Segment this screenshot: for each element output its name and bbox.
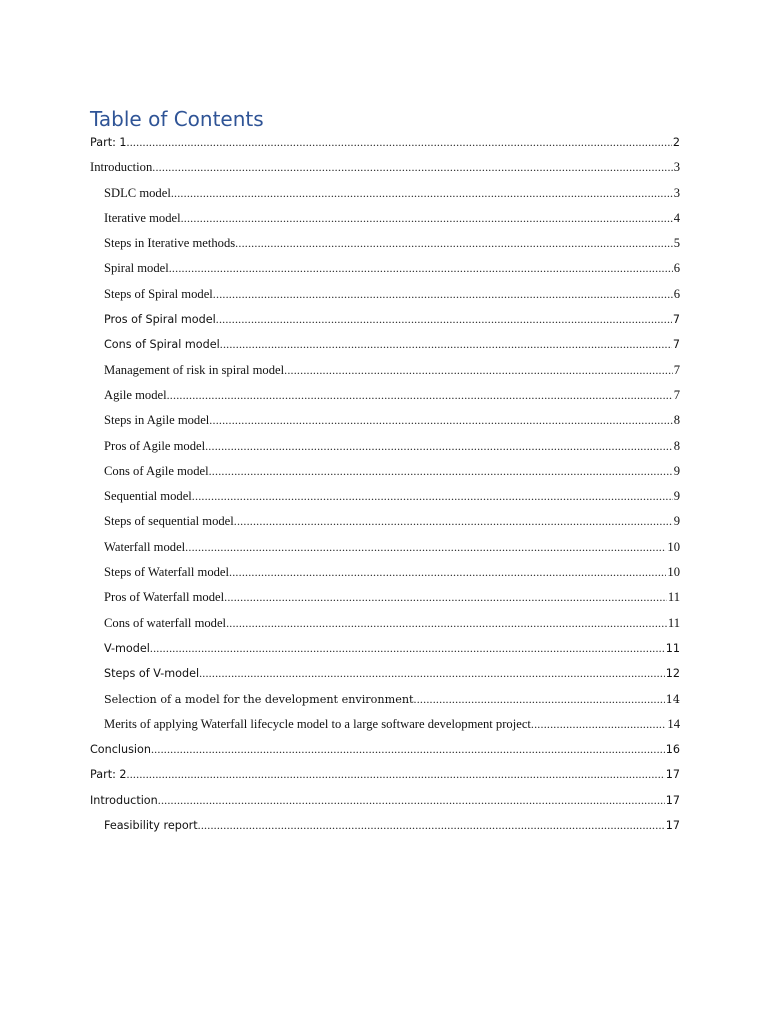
toc-entry-text[interactable]: Conclusion <box>90 743 151 757</box>
toc-entry[interactable] <box>90 383 680 408</box>
toc-page-number[interactable]: 3 <box>673 185 680 200</box>
toc-dot-leader <box>127 130 672 155</box>
toc-entry[interactable] <box>90 535 680 560</box>
toc-page-number[interactable]: 5 <box>673 236 680 251</box>
toc-page-number[interactable]: 10 <box>667 565 680 580</box>
toc-page-number[interactable]: 16 <box>665 743 680 757</box>
toc-page-number[interactable]: 7 <box>673 362 680 377</box>
toc-entry-text[interactable]: V-model <box>104 641 150 655</box>
toc-dot-leader <box>167 383 673 408</box>
toc-entry[interactable] <box>90 130 680 155</box>
toc-page-number[interactable]: 17 <box>665 793 680 807</box>
toc-entry-text[interactable]: Steps of V-model <box>104 667 200 681</box>
toc-page-number[interactable]: 12 <box>665 667 680 681</box>
toc-entry-text[interactable]: Feasibility report <box>104 819 198 833</box>
toc-entry-text[interactable]: Introduction <box>90 160 153 175</box>
toc-entry[interactable] <box>90 560 680 585</box>
toc-page-number[interactable]: 6 <box>673 261 680 276</box>
toc-entry-text[interactable]: Selection of a model for the development environment <box>104 692 414 706</box>
toc-page-number[interactable]: 9 <box>673 514 680 529</box>
toc-entry-text[interactable]: Part: 2 <box>90 768 127 782</box>
toc-entry[interactable] <box>90 231 680 256</box>
toc-dot-leader <box>213 282 673 307</box>
toc-entry-text[interactable]: Merits of applying Waterfall lifecycle model to a large software development project <box>104 716 531 731</box>
toc-page-number[interactable]: 8 <box>673 413 680 428</box>
toc-entry[interactable] <box>90 358 680 383</box>
toc-page-number[interactable]: 8 <box>673 438 680 453</box>
toc-entry-text[interactable]: Pros of Spiral model <box>104 313 216 327</box>
toc-dot-leader <box>224 585 667 610</box>
toc-dot-leader <box>169 256 673 281</box>
toc-dot-leader <box>198 813 665 838</box>
toc-dot-leader <box>284 358 673 383</box>
toc-dot-leader <box>192 484 673 509</box>
toc-dot-leader <box>235 231 673 256</box>
toc-page-number[interactable]: 11 <box>667 615 680 630</box>
toc-entry[interactable] <box>90 687 680 712</box>
toc-dot-leader <box>209 459 673 484</box>
toc-page-number[interactable]: 17 <box>665 768 680 782</box>
toc-dot-leader <box>152 155 672 180</box>
toc-page-number[interactable]: 11 <box>667 590 680 605</box>
toc-entry-text[interactable]: Introduction <box>90 793 158 807</box>
toc-entry-text[interactable]: Cons of Spiral model <box>104 338 220 352</box>
toc-page-number[interactable]: 4 <box>673 210 680 225</box>
toc-dot-leader <box>127 762 665 787</box>
toc-dot-leader <box>226 611 667 636</box>
toc-entry-text[interactable]: Management of risk in spiral model <box>104 362 285 377</box>
toc-page-number[interactable]: 14 <box>665 692 680 706</box>
toc-page-number[interactable]: 9 <box>673 463 680 478</box>
toc-entry-text[interactable]: Iterative model <box>104 210 181 225</box>
toc-entry[interactable] <box>90 155 680 180</box>
toc-entry-text[interactable]: Steps of Waterfall model <box>104 565 230 580</box>
toc-entry[interactable] <box>90 737 680 762</box>
toc-dot-leader <box>171 181 673 206</box>
toc-entry[interactable] <box>90 509 680 534</box>
toc-entry[interactable] <box>90 434 680 459</box>
toc-entry[interactable] <box>90 282 680 307</box>
toc-entry[interactable] <box>90 484 680 509</box>
toc-entry-text[interactable]: Part: 1 <box>90 136 127 149</box>
toc-entry-text[interactable]: Steps in Iterative methods <box>104 236 236 251</box>
toc-page-number[interactable]: 2 <box>672 136 680 149</box>
toc-entry-text[interactable]: Steps of Spiral model <box>104 286 213 301</box>
toc-entry[interactable] <box>90 813 680 838</box>
toc-page-number[interactable]: 6 <box>673 286 680 301</box>
toc-entry-text[interactable]: Waterfall model <box>104 539 186 554</box>
toc-dot-leader <box>414 687 665 712</box>
toc-page-number[interactable]: 11 <box>665 641 680 655</box>
toc-entry[interactable] <box>90 181 680 206</box>
toc-entry-text[interactable]: Pros of Agile model <box>104 438 206 453</box>
toc-entry-text[interactable]: Steps in Agile model <box>104 413 210 428</box>
toc-page-number[interactable]: 10 <box>667 539 680 554</box>
toc-dot-leader <box>150 636 665 661</box>
toc-page-number[interactable]: 3 <box>673 160 680 175</box>
toc-entry-text[interactable]: Sequential model <box>104 489 192 504</box>
toc-entry-text[interactable]: Cons of Agile model <box>104 463 209 478</box>
toc-dot-leader <box>234 509 673 534</box>
toc-entry[interactable] <box>90 408 680 433</box>
toc-dot-leader <box>531 712 667 737</box>
toc-dot-leader <box>181 206 673 231</box>
toc-list <box>90 130 680 838</box>
toc-entry[interactable] <box>90 611 680 636</box>
toc-dot-leader <box>205 434 673 459</box>
toc-dot-leader <box>216 307 672 332</box>
toc-dot-leader <box>199 661 665 686</box>
toc-entry[interactable] <box>90 712 680 737</box>
toc-dot-leader <box>229 560 666 585</box>
toc-dot-leader <box>185 535 666 560</box>
toc-entry-text[interactable]: Agile model <box>104 387 167 402</box>
toc-dot-leader <box>151 737 665 762</box>
toc-entry-text[interactable]: Steps of sequential model <box>104 514 234 529</box>
toc-dot-leader <box>220 332 672 357</box>
toc-entry[interactable] <box>90 459 680 484</box>
toc-dot-leader <box>158 788 665 813</box>
toc-page-number[interactable]: 9 <box>673 489 680 504</box>
toc-entry[interactable] <box>90 307 680 332</box>
toc-page-number[interactable]: 17 <box>665 819 680 833</box>
toc-entry[interactable] <box>90 762 680 787</box>
toc-page-number[interactable]: 7 <box>672 338 680 352</box>
toc-entry[interactable] <box>90 788 680 813</box>
toc-page-number[interactable]: 7 <box>672 313 680 327</box>
toc-entry[interactable] <box>90 661 680 686</box>
toc-entry[interactable] <box>90 256 680 281</box>
toc-entry-text[interactable]: Spiral model <box>104 261 169 276</box>
toc-entry-text[interactable]: Cons of waterfall model <box>104 615 227 630</box>
toc-entry[interactable] <box>90 636 680 661</box>
toc-entry[interactable] <box>90 206 680 231</box>
toc-title: Table of Contents <box>90 107 264 131</box>
toc-entry[interactable] <box>90 332 680 357</box>
toc-entry-text[interactable]: SDLC model <box>104 185 171 200</box>
toc-page-number[interactable]: 14 <box>667 716 680 731</box>
toc-entry-text[interactable]: Pros of Waterfall model <box>104 590 225 605</box>
toc-dot-leader <box>209 408 672 433</box>
toc-page-number[interactable]: 7 <box>673 387 680 402</box>
toc-entry[interactable] <box>90 585 680 610</box>
